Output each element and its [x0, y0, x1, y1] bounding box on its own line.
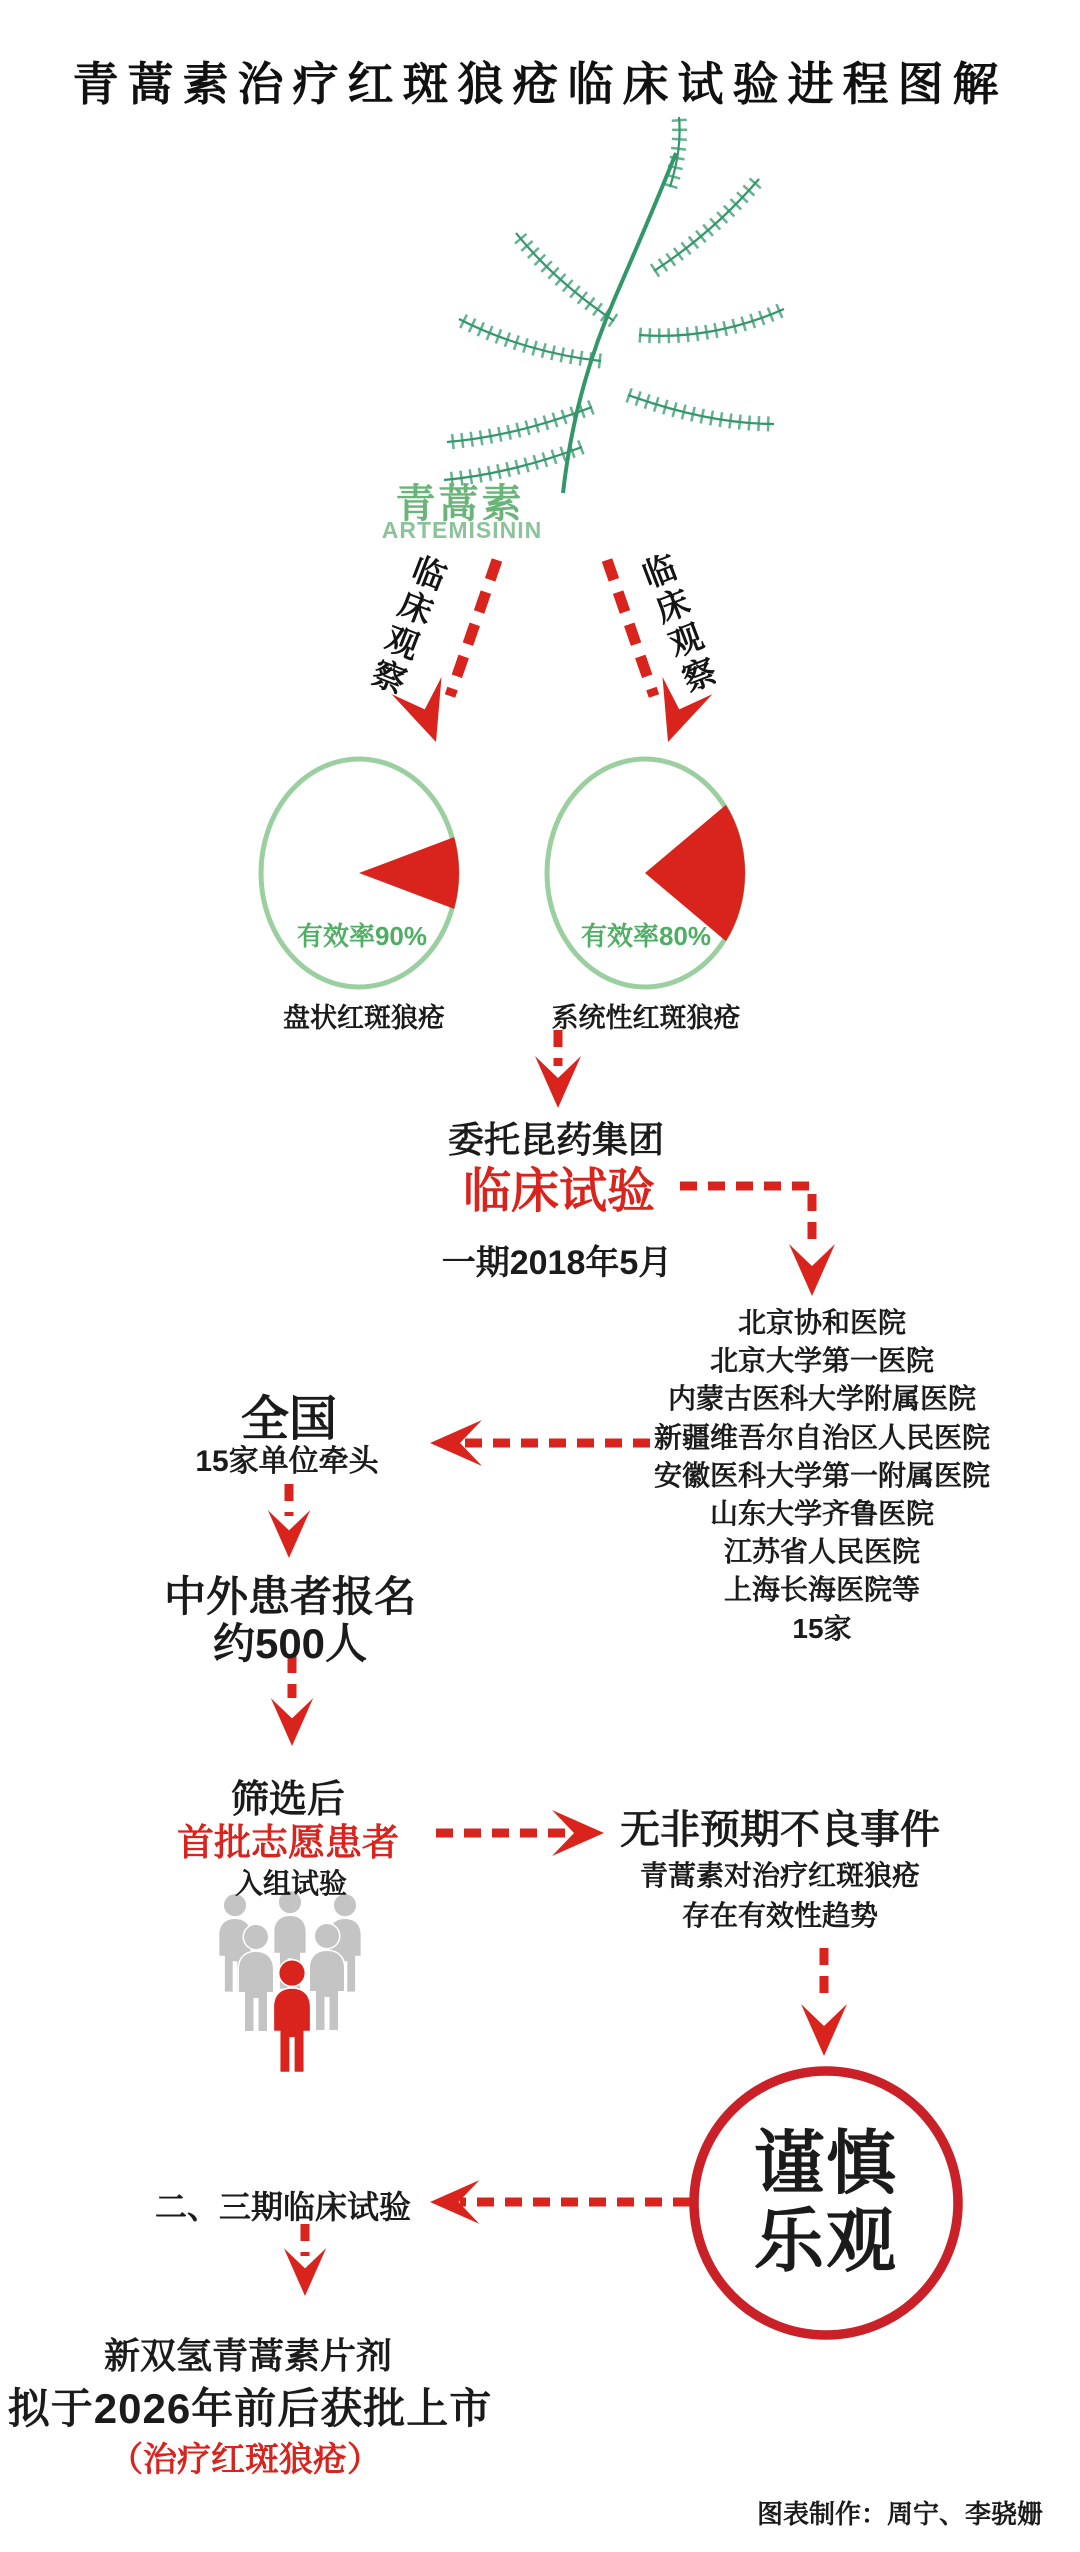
pie-caption-left: 盘状红斑狼疮: [283, 1003, 445, 1033]
arrow-trial-to-hospitals: [680, 1186, 812, 1250]
page-title: 青蒿素治疗红斑狼疮临床试验进程图解: [72, 58, 1008, 110]
nationwide-label: 全国: [240, 1393, 338, 1446]
lead-units-label: 15家单位牵头: [195, 1445, 379, 1478]
herb-name-en: ARTEMISININ: [381, 517, 543, 543]
phase23-label: 二、三期临床试验: [154, 2189, 412, 2225]
observation-label-right: 临床观察: [634, 549, 722, 701]
artemisia-plant-illustration: [444, 117, 784, 493]
herb-name-cn: 青蒿素: [395, 482, 525, 526]
cautious-optimism-label: 谨慎 乐观: [754, 2124, 898, 2280]
credit-label: 图表制作：周宁、李骁姗: [756, 2499, 1043, 2529]
first-volunteers-label: 首批志愿患者: [177, 1822, 399, 1863]
efficacy-trend-label: 青蒿素对治疗红斑狼疮 存在有效性趋势: [639, 1860, 921, 1931]
clinical-trial-label: 临床试验: [462, 1165, 656, 1218]
approval-label: 拟于2026年前后获批上市: [7, 2385, 493, 2432]
enrolled-patients-icon: [219, 1891, 360, 2072]
patients-signup-label: 中外患者报名 约500人: [163, 1573, 417, 1667]
screening-label: 筛选后: [230, 1779, 346, 1821]
observation-label-left: 临床观察: [363, 549, 451, 702]
pie-annotation-left: 有效率90%: [296, 921, 428, 951]
pie-annotation-right: 有效率80%: [580, 921, 712, 951]
no-adverse-events-label: 无非预期不良事件: [620, 1808, 940, 1852]
new-tablet-label: 新双氢青蒿素片剂: [103, 2335, 393, 2376]
arrow-clinical-observation-left: [450, 560, 497, 696]
pie-caption-right: 系统性红斑狼疮: [551, 1003, 741, 1033]
entrust-label: 委托昆药集团: [447, 1119, 665, 1160]
phase1-date-label: 一期2018年5月: [441, 1244, 673, 1282]
hospital-list: 北京协和医院 北京大学第一医院 内蒙古医科大学附属医院 新疆维吾尔自治区人民医院 安徽医科大学第一附属医院 山东大学齐鲁医院 江苏省人民医院 上海长海医院等 15家: [653, 1307, 991, 1644]
indication-label: （治疗红斑狼疮）: [109, 2441, 381, 2479]
enrollment-label: 入组试验: [234, 1868, 348, 1899]
